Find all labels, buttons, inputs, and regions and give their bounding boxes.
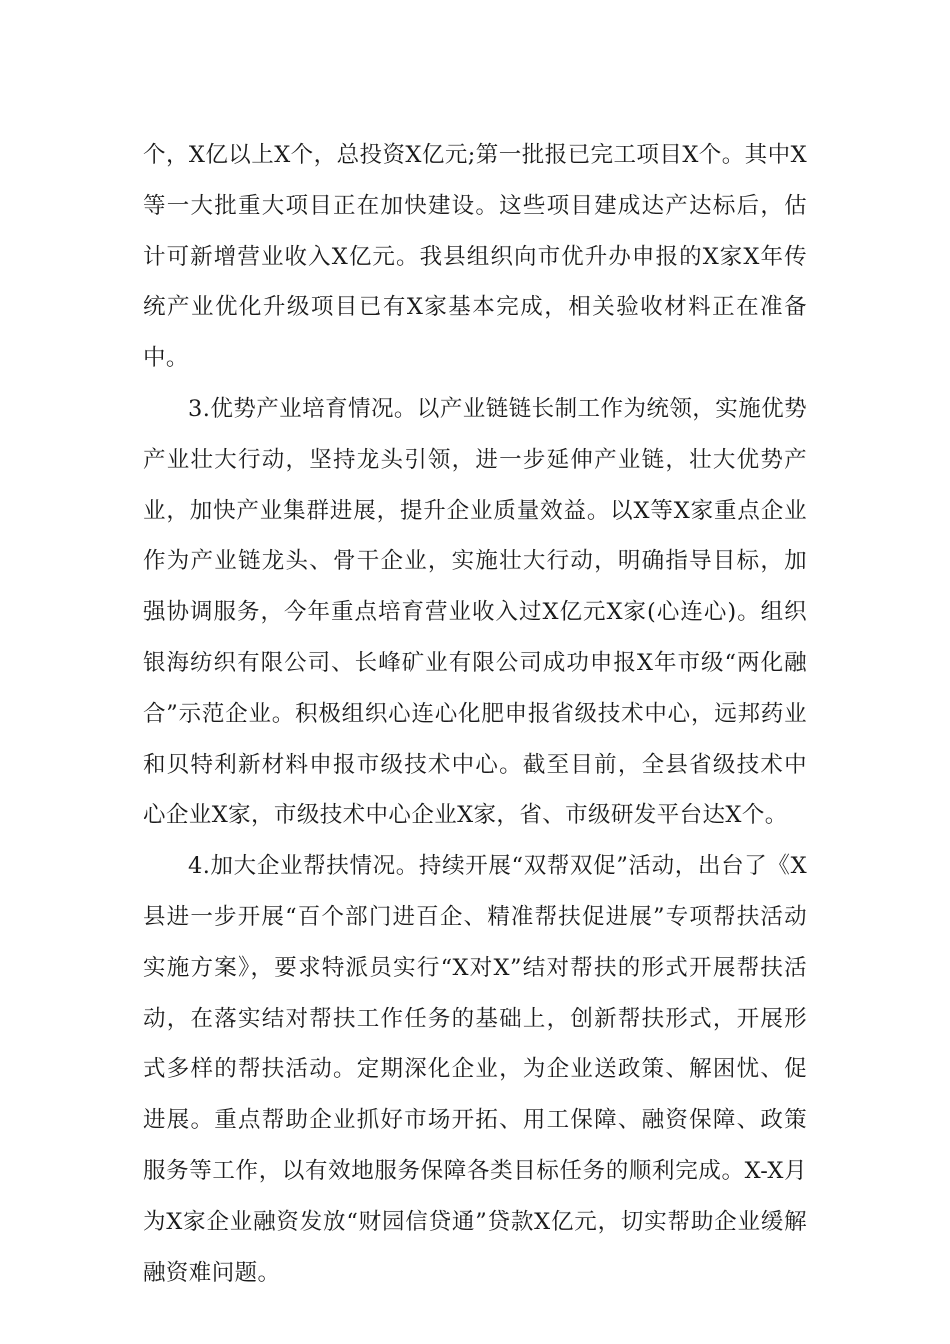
paragraph-continuation: 个，X亿以上X个，总投资X亿元;第一批报已完工项目X个。其中X等一大批重大项目正在加快建设。这些项目建成达产达标后，估计可新增营业收入X亿元。我县组织向市优升办申报的X家X年传统产业优化升级项目已有X家基本完成，相关验收材料正在准备中。 (143, 142, 807, 372)
document-body (143, 130, 807, 1298)
paragraph-enterprise-support: 4.加大企业帮扶情况。持续开展“双帮双促”活动，出台了《X县进一步开展“百个部门进百企、精准帮扶促进展”专项帮扶活动实施方案》，要求特派员实行“X对X”结对帮扶的形式开展帮扶活动，在落实结对帮扶工作任务的基础上，创新帮扶形式，开展形式多样的帮扶活动。定期深化企业，为企业送政策、解困忧、促进展。重点帮助企业抓好市场开拓、用工保障、融资保障、政策服务等工作，以有效地服务保障各类目标任务的顺利完成。X-X月为X家企业融资发放“财园信贷通”贷款X亿元，切实帮助企业缓解融资难问题。 (143, 853, 807, 1286)
paragraph-industry-cultivation: 3.优势产业培育情况。以产业链链长制工作为统领，实施优势产业壮大行动，坚持龙头引领，进一步延伸产业链，壮大优势产业，加快产业集群进展，提升企业质量效益。以X等X家重点企业作为产业链龙头、骨干企业，实施壮大行动，明确指导目标，加强协调服务，今年重点培育营业收入过X亿元X家(心连心)。组织银海纺织有限公司、长峰矿业有限公司成功申报X年市级“两化融合”示范企业。积极组织心连心化肥申报省级技术中心，远邦药业和贝特利新材料申报市级技术中心。截至目前，全县省级技术中心企业X家，市级技术中心企业X家，省、市级研发平台达X个。 (143, 395, 807, 829)
